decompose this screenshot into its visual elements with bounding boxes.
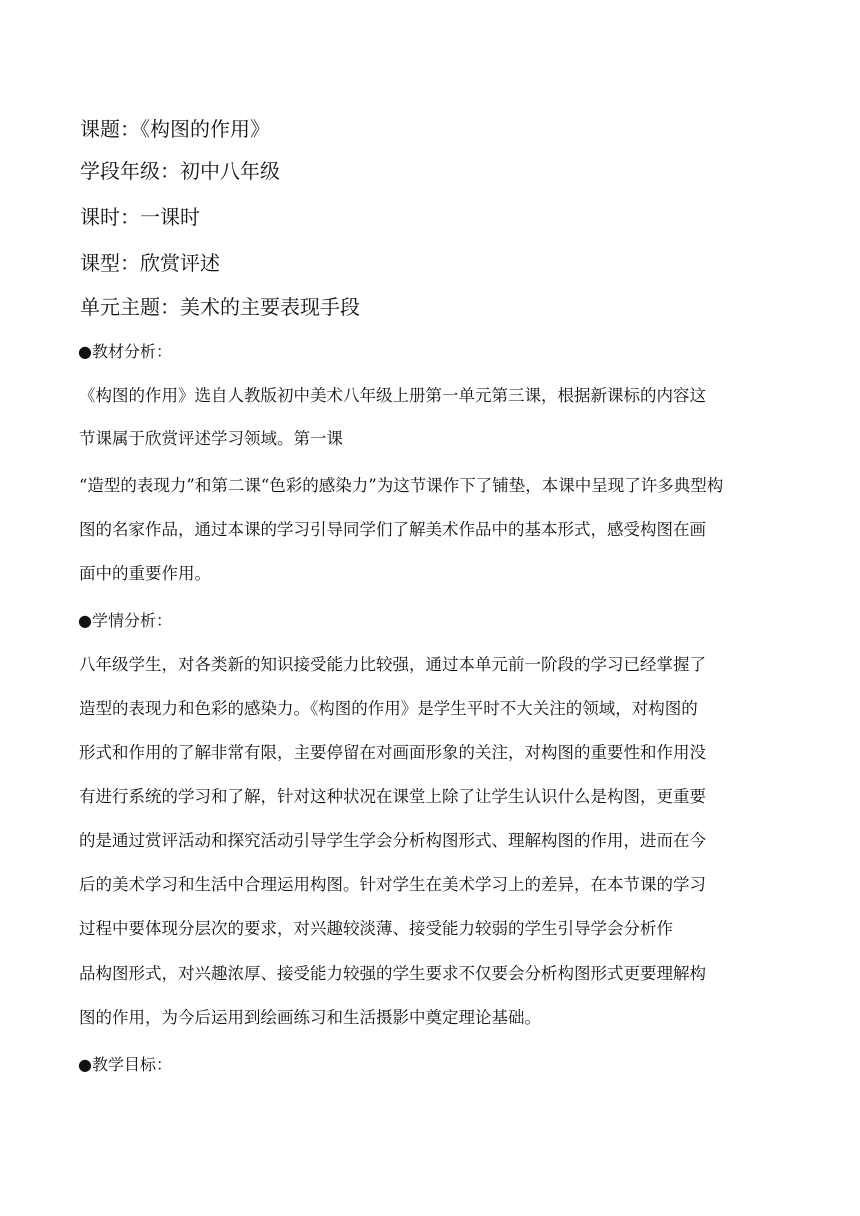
student-analysis-line: 品构图形式，对兴趣浓厚、接受能力较强的学生要求不仅要会分析构图形式更要理解构 (79, 964, 706, 983)
student-analysis-line: 形式和作用的了解非常有限，主要停留在对画面形象的关注，对构图的重要性和作用没 (79, 743, 706, 762)
student-analysis-heading: ●学情分析： (78, 611, 172, 630)
student-analysis-line: 图的作用，为今后运用到绘画练习和生活摄影中奠定理论基础。 (79, 1008, 541, 1027)
material-analysis-heading: ●教材分析： (78, 342, 172, 361)
teaching-goals-heading: ●教学目标： (78, 1055, 172, 1074)
material-analysis-line: 图的名家作品，通过本课的学习引导同学们了解美术作品中的基本形式，感受构图在画 (79, 520, 706, 539)
student-analysis-line: 八年级学生，对各类新的知识接受能力比较强，通过本单元前一阶段的学习已经掌握了 (79, 655, 706, 674)
material-analysis-line: “造型的表现力”和第二课“色彩的感染力”为这节课作下了铺垫，本课中呈现了许多典型构 (79, 476, 724, 495)
lesson-type: 课型：欣赏评述 (80, 251, 220, 275)
lesson-topic: 课题：《构图的作用》 (80, 117, 270, 141)
student-analysis-line: 后的美术学习和生活中合理运用构图。针对学生在美术学习上的差异，在本节课的学习 (79, 875, 706, 894)
unit-theme: 单元主题：美术的主要表现手段 (80, 295, 360, 319)
student-analysis-line: 有进行系统的学习和了解，针对这种状况在课堂上除了让学生认识什么是构图，更重要 (79, 787, 706, 806)
material-analysis-line: 节课属于欣赏评述学习领域。第一课 (79, 429, 343, 448)
student-analysis-line: 的是通过赏评活动和探究活动引导学生学会分析构图形式、理解构图的作用，进而在今 (79, 831, 706, 850)
class-hours: 课时：一课时 (80, 205, 200, 229)
grade-level: 学段年级：初中八年级 (80, 159, 280, 183)
material-analysis-line: 面中的重要作用。 (79, 564, 211, 583)
student-analysis-line: 造型的表现力和色彩的感染力。《构图的作用》是学生平时不大关注的领域，对构图的 (79, 699, 698, 718)
student-analysis-line: 过程中要体现分层次的要求，对兴趣较淡薄、接受能力较弱的学生引导学会分析作 (79, 919, 673, 938)
material-analysis-line: 《构图的作用》选自人教版初中美术八年级上册第一单元第三课，根据新课标的内容这 (79, 386, 706, 405)
